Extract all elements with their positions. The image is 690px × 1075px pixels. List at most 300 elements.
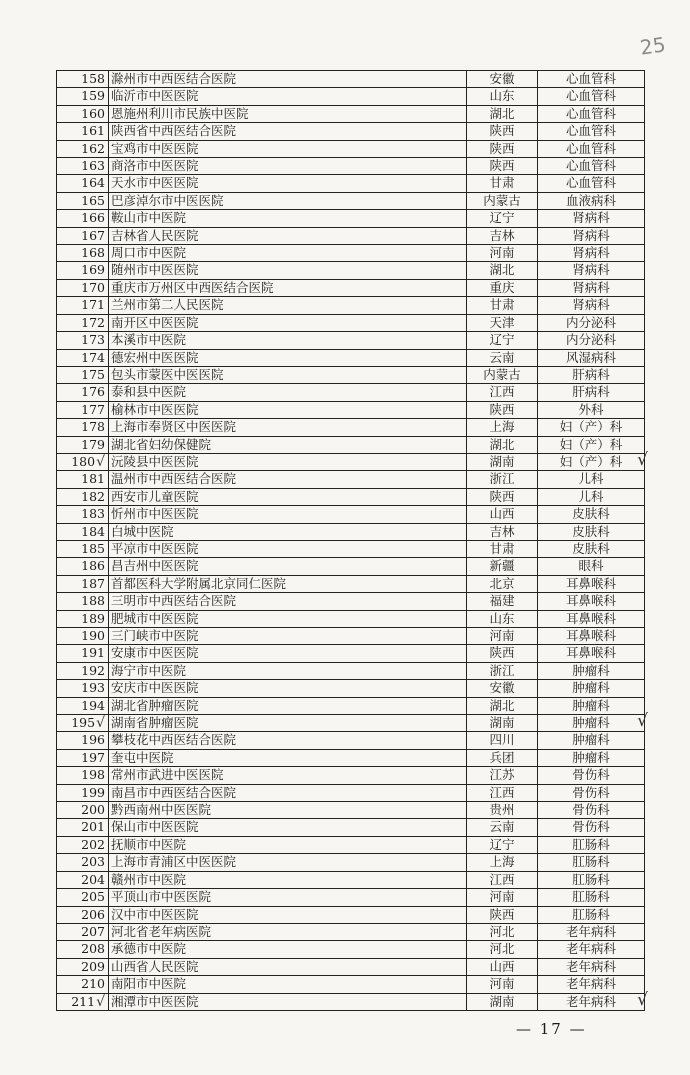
hospital-name-cell: 天水市中医医院 xyxy=(109,175,467,192)
table-row xyxy=(57,993,645,1010)
row-number-cell xyxy=(57,697,109,714)
table-row xyxy=(57,802,645,819)
row-number-cell xyxy=(57,314,109,331)
hospital-name-cell: 南阳市中医院 xyxy=(109,976,467,993)
hospital-name-cell: 安庆市中医医院 xyxy=(109,680,467,697)
hospital-name-cell: 汉中市中医医院 xyxy=(109,906,467,923)
department-label: 老年病科 xyxy=(565,976,616,992)
row-number: 165 xyxy=(81,192,105,208)
department-cell xyxy=(538,471,645,488)
province-cell: 天津 xyxy=(467,314,538,331)
hospital-name-cell: 肥城市中医医院 xyxy=(109,610,467,627)
department-label: 内分泌科 xyxy=(565,332,616,348)
row-number-cell xyxy=(57,227,109,244)
row-number-cell xyxy=(57,192,109,209)
table-row xyxy=(57,767,645,784)
hospital-name-cell: 上海市奉贤区中医医院 xyxy=(109,419,467,436)
department-cell xyxy=(538,767,645,784)
province-cell: 甘肃 xyxy=(467,175,538,192)
department-cell xyxy=(538,628,645,645)
department-label: 皮肤科 xyxy=(572,523,610,539)
row-number: 181 xyxy=(81,471,105,487)
row-number-cell xyxy=(57,819,109,836)
department-label: 肿瘤科 xyxy=(572,680,610,696)
row-number-cell xyxy=(57,419,109,436)
table-row xyxy=(57,575,645,592)
row-number: 170 xyxy=(81,279,105,295)
row-number: 199 xyxy=(81,784,105,800)
hospital-name-cell: 本溪市中医院 xyxy=(109,332,467,349)
row-number: 168 xyxy=(81,245,105,261)
province-cell: 湖北 xyxy=(467,436,538,453)
hospital-name-cell: 抚顺市中医院 xyxy=(109,836,467,853)
province-cell: 山西 xyxy=(467,958,538,975)
row-number: 179 xyxy=(81,436,105,452)
department-cell xyxy=(538,976,645,993)
table-row xyxy=(57,958,645,975)
hospital-list-table xyxy=(56,70,648,1011)
department-label: 妇（产）科 xyxy=(559,436,623,452)
row-number: 206 xyxy=(81,906,105,922)
department-label: 心血管科 xyxy=(565,123,616,139)
row-number-cell xyxy=(57,784,109,801)
table-row xyxy=(57,662,645,679)
row-number-cell xyxy=(57,123,109,140)
row-number-cell xyxy=(57,628,109,645)
row-number-cell xyxy=(57,871,109,888)
row-number: 196 xyxy=(81,732,105,748)
department-label: 妇（产）科 xyxy=(559,453,623,469)
row-number-cell xyxy=(57,506,109,523)
department-cell xyxy=(538,175,645,192)
department-cell xyxy=(538,210,645,227)
province-cell: 江苏 xyxy=(467,767,538,784)
hospital-name-cell: 吉林省人民医院 xyxy=(109,227,467,244)
table-row xyxy=(57,854,645,871)
row-number-cell xyxy=(57,749,109,766)
row-number-cell xyxy=(57,958,109,975)
table-row xyxy=(57,784,645,801)
department-cell xyxy=(538,819,645,836)
table-row xyxy=(57,227,645,244)
hospital-name-cell: 白城中医院 xyxy=(109,523,467,540)
department-cell xyxy=(538,558,645,575)
table-row xyxy=(57,645,645,662)
department-cell xyxy=(538,384,645,401)
row-number: 200 xyxy=(81,802,105,818)
table-row xyxy=(57,140,645,157)
row-number: 211 xyxy=(71,993,96,1009)
department-cell xyxy=(538,802,645,819)
department-label: 骨伤科 xyxy=(572,802,610,818)
department-cell xyxy=(538,923,645,940)
province-cell: 贵州 xyxy=(467,802,538,819)
province-cell: 云南 xyxy=(467,349,538,366)
department-label: 儿科 xyxy=(578,471,604,487)
row-number-cell xyxy=(57,245,109,262)
table-row xyxy=(57,488,645,505)
row-number: 176 xyxy=(81,384,105,400)
row-number-cell xyxy=(57,610,109,627)
row-number-cell xyxy=(57,384,109,401)
department-label: 肛肠科 xyxy=(572,871,610,887)
province-cell: 河南 xyxy=(467,628,538,645)
row-number: 202 xyxy=(81,836,105,852)
row-number: 173 xyxy=(81,332,105,348)
row-number-cell xyxy=(57,558,109,575)
department-cell xyxy=(538,906,645,923)
row-number-cell xyxy=(57,767,109,784)
hospital-name-cell: 昌吉州中医医院 xyxy=(109,558,467,575)
department-cell xyxy=(538,314,645,331)
row-number: 192 xyxy=(81,662,105,678)
row-number-cell xyxy=(57,540,109,557)
row-number: 188 xyxy=(81,593,105,609)
table-row xyxy=(57,88,645,105)
department-label: 风湿病科 xyxy=(565,349,616,365)
department-label: 耳鼻喉科 xyxy=(565,610,616,626)
row-number-cell xyxy=(57,297,109,314)
row-number-cell xyxy=(57,976,109,993)
hospital-name-cell: 周口市中医院 xyxy=(109,245,467,262)
department-cell xyxy=(538,540,645,557)
table-row xyxy=(57,715,645,732)
department-cell xyxy=(538,366,645,383)
hospital-name-cell: 随州市中医医院 xyxy=(109,262,467,279)
row-number: 167 xyxy=(81,227,105,243)
department-label: 肿瘤科 xyxy=(572,715,610,731)
row-number: 183 xyxy=(81,506,105,522)
department-cell xyxy=(538,941,645,958)
department-cell xyxy=(538,610,645,627)
row-number: 161 xyxy=(81,123,105,139)
department-label: 肝病科 xyxy=(572,366,610,382)
table-row xyxy=(57,628,645,645)
department-label: 耳鼻喉科 xyxy=(565,628,616,643)
department-label: 肿瘤科 xyxy=(572,749,610,765)
hospital-name-cell: 首都医科大学附属北京同仁医院 xyxy=(109,575,467,592)
row-number-cell xyxy=(57,488,109,505)
row-number: 189 xyxy=(81,610,105,626)
department-label: 心血管科 xyxy=(565,175,616,191)
department-cell xyxy=(538,854,645,871)
department-label: 眼科 xyxy=(578,558,604,574)
province-cell: 河北 xyxy=(467,941,538,958)
hospital-name-cell: 赣州市中医院 xyxy=(109,871,467,888)
hospital-name-cell: 重庆市万州区中西医结合医院 xyxy=(109,279,467,296)
department-label: 耳鼻喉科 xyxy=(565,575,616,591)
table-row xyxy=(57,314,645,331)
row-number: 177 xyxy=(81,401,105,417)
department-cell xyxy=(538,645,645,662)
row-number-cell xyxy=(57,105,109,122)
row-number-cell xyxy=(57,175,109,192)
department-label: 心血管科 xyxy=(565,71,616,86)
row-number-cell xyxy=(57,941,109,958)
row-number-cell xyxy=(57,279,109,296)
department-label: 肿瘤科 xyxy=(572,697,610,713)
province-cell: 重庆 xyxy=(467,279,538,296)
row-number: 194 xyxy=(81,697,105,713)
row-number-cell xyxy=(57,993,109,1010)
hospital-name-cell: 湖北省妇幼保健院 xyxy=(109,436,467,453)
department-label: 老年病科 xyxy=(565,923,616,939)
row-number: 169 xyxy=(81,262,105,278)
department-label: 心血管科 xyxy=(565,88,616,104)
hospital-name-cell: 承德市中医院 xyxy=(109,941,467,958)
department-cell xyxy=(538,871,645,888)
province-cell: 云南 xyxy=(467,819,538,836)
row-number-cell xyxy=(57,680,109,697)
row-number: 193 xyxy=(81,680,105,696)
department-label: 肾病科 xyxy=(572,262,610,278)
province-cell: 江西 xyxy=(467,871,538,888)
row-number-cell xyxy=(57,923,109,940)
department-label: 肿瘤科 xyxy=(572,732,610,748)
hospital-name-cell: 三门峡市中医院 xyxy=(109,628,467,645)
hospital-name-cell: 山西省人民医院 xyxy=(109,958,467,975)
hospital-name-cell: 常州市武进中医医院 xyxy=(109,767,467,784)
row-number: 203 xyxy=(81,854,105,870)
department-label: 皮肤科 xyxy=(572,506,610,522)
province-cell: 吉林 xyxy=(467,523,538,540)
department-cell xyxy=(538,575,645,592)
department-cell xyxy=(538,140,645,157)
hospital-name-cell: 宝鸡市中医医院 xyxy=(109,140,467,157)
hospital-name-cell: 兰州市第二人民医院 xyxy=(109,297,467,314)
table-row xyxy=(57,871,645,888)
department-label: 肾病科 xyxy=(572,245,610,261)
hospital-name-cell: 南昌市中西医结合医院 xyxy=(109,784,467,801)
row-number-cell xyxy=(57,889,109,906)
table-row xyxy=(57,680,645,697)
hospital-name-cell: 湘潭市中医医院 xyxy=(109,993,467,1010)
table-row xyxy=(57,889,645,906)
province-cell: 湖南 xyxy=(467,993,538,1010)
department-label: 肾病科 xyxy=(572,227,610,243)
table-row xyxy=(57,175,645,192)
department-cell xyxy=(538,836,645,853)
table-row xyxy=(57,332,645,349)
department-cell xyxy=(538,245,645,262)
hospital-name-cell: 海宁市中医院 xyxy=(109,662,467,679)
hospital-name-cell: 平顶山市中医医院 xyxy=(109,889,467,906)
row-number: 159 xyxy=(81,88,105,104)
department-label: 妇（产）科 xyxy=(559,419,623,435)
province-cell: 陕西 xyxy=(467,401,538,418)
hospital-name-cell: 南开区中医医院 xyxy=(109,314,467,331)
row-number: 166 xyxy=(81,210,105,226)
department-cell xyxy=(538,332,645,349)
department-label: 耳鼻喉科 xyxy=(565,645,616,661)
table-row xyxy=(57,453,645,470)
department-label: 骨伤科 xyxy=(572,784,610,800)
province-cell: 四川 xyxy=(467,732,538,749)
table-row xyxy=(57,749,645,766)
row-number-cell xyxy=(57,854,109,871)
department-cell xyxy=(538,158,645,175)
department-cell xyxy=(538,349,645,366)
table-row xyxy=(57,297,645,314)
hospital-name-cell: 巴彦淖尔市中医医院 xyxy=(109,192,467,209)
hospital-name-cell: 攀枝花中西医结合医院 xyxy=(109,732,467,749)
department-cell xyxy=(538,262,645,279)
row-number: 180 xyxy=(71,453,96,469)
hospital-name-cell: 西安市儿童医院 xyxy=(109,488,467,505)
handwritten-check-mark: √ xyxy=(637,449,648,470)
row-number: 201 xyxy=(81,819,105,835)
table-row xyxy=(57,436,645,453)
hospital-name-cell: 榆林市中医医院 xyxy=(109,401,467,418)
table-row xyxy=(57,158,645,175)
department-label: 耳鼻喉科 xyxy=(565,593,616,609)
handwritten-corner-note: 25 xyxy=(638,32,667,60)
table-row xyxy=(57,123,645,140)
province-cell: 江西 xyxy=(467,784,538,801)
row-number: 158 xyxy=(81,71,105,86)
row-number-cell xyxy=(57,436,109,453)
row-number: 208 xyxy=(81,941,105,957)
province-cell: 河北 xyxy=(467,923,538,940)
row-number: 162 xyxy=(81,140,105,156)
table-row xyxy=(57,906,645,923)
department-cell xyxy=(538,419,645,436)
province-cell: 浙江 xyxy=(467,662,538,679)
table-row xyxy=(57,471,645,488)
row-number: 182 xyxy=(81,488,105,504)
department-cell xyxy=(538,297,645,314)
department-cell xyxy=(538,436,645,453)
province-cell: 北京 xyxy=(467,575,538,592)
hospital-name-cell: 滁州市中西医结合医院 xyxy=(109,71,467,88)
department-cell xyxy=(538,192,645,209)
province-cell: 内蒙古 xyxy=(467,192,538,209)
department-cell xyxy=(538,123,645,140)
table-row xyxy=(57,941,645,958)
department-cell xyxy=(538,784,645,801)
province-cell: 辽宁 xyxy=(467,332,538,349)
hospital-name-cell: 黔西南州中医医院 xyxy=(109,802,467,819)
table-body xyxy=(57,71,648,1011)
row-number: 171 xyxy=(81,297,105,313)
province-cell: 陕西 xyxy=(467,123,538,140)
hospital-name-cell: 安康市中医医院 xyxy=(109,645,467,662)
hospital-name-cell: 上海市青浦区中医医院 xyxy=(109,854,467,871)
row-number: 187 xyxy=(81,575,105,591)
table-row xyxy=(57,523,645,540)
table-row xyxy=(57,384,645,401)
row-number-cell xyxy=(57,71,109,88)
province-cell: 湖北 xyxy=(467,105,538,122)
department-label: 外科 xyxy=(578,401,604,417)
row-number: 210 xyxy=(81,976,105,992)
province-cell: 湖北 xyxy=(467,262,538,279)
department-label: 内分泌科 xyxy=(565,314,616,330)
department-label: 血液病科 xyxy=(565,192,616,208)
hospital-name-cell: 德宏州中医医院 xyxy=(109,349,467,366)
row-number-cell xyxy=(57,140,109,157)
row-number-cell xyxy=(57,453,109,470)
page-number: — 17 — xyxy=(516,1020,587,1038)
province-cell: 山东 xyxy=(467,88,538,105)
department-cell xyxy=(538,401,645,418)
handwritten-check-mark: √ xyxy=(96,993,105,1010)
table-row xyxy=(57,366,645,383)
department-label: 肛肠科 xyxy=(572,906,610,922)
row-number: 172 xyxy=(81,314,105,330)
handwritten-check-mark: √ xyxy=(637,989,648,1010)
row-number-cell xyxy=(57,523,109,540)
department-label: 骨伤科 xyxy=(572,767,610,783)
row-number-cell xyxy=(57,575,109,592)
row-number-cell xyxy=(57,802,109,819)
hospital-name-cell: 忻州市中医医院 xyxy=(109,506,467,523)
row-number-cell xyxy=(57,401,109,418)
table-row xyxy=(57,245,645,262)
province-cell: 安徽 xyxy=(467,680,538,697)
province-cell: 新疆 xyxy=(467,558,538,575)
table-row xyxy=(57,697,645,714)
province-cell: 陕西 xyxy=(467,140,538,157)
row-number: 209 xyxy=(81,958,105,974)
hospital-name-cell: 恩施州利川市民族中医院 xyxy=(109,105,467,122)
row-number: 205 xyxy=(81,889,105,905)
department-label: 心血管科 xyxy=(565,105,616,121)
department-cell xyxy=(538,662,645,679)
hospital-name-cell: 温州市中西医结合医院 xyxy=(109,471,467,488)
province-cell: 湖南 xyxy=(467,715,538,732)
row-number: 184 xyxy=(81,523,105,539)
hospital-name-cell: 陕西省中西医结合医院 xyxy=(109,123,467,140)
table-row xyxy=(57,262,645,279)
province-cell: 陕西 xyxy=(467,488,538,505)
department-label: 肾病科 xyxy=(572,210,610,226)
row-number-cell xyxy=(57,732,109,749)
province-cell: 河南 xyxy=(467,245,538,262)
department-label: 心血管科 xyxy=(565,140,616,156)
province-cell: 福建 xyxy=(467,593,538,610)
row-number-cell xyxy=(57,471,109,488)
row-number-cell xyxy=(57,715,109,732)
row-number-cell xyxy=(57,88,109,105)
hospital-name-cell: 湖北省肿瘤医院 xyxy=(109,697,467,714)
table-row xyxy=(57,923,645,940)
department-cell xyxy=(538,711,648,732)
table-row xyxy=(57,210,645,227)
hospital-name-cell: 泰和县中医院 xyxy=(109,384,467,401)
row-number-cell xyxy=(57,645,109,662)
table-row xyxy=(57,819,645,836)
table-row xyxy=(57,279,645,296)
row-number-cell xyxy=(57,836,109,853)
table-row xyxy=(57,506,645,523)
department-cell xyxy=(538,523,645,540)
department-cell xyxy=(538,989,648,1010)
department-label: 骨伤科 xyxy=(572,819,610,835)
row-number-cell xyxy=(57,332,109,349)
hospital-name-cell: 保山市中医医院 xyxy=(109,819,467,836)
row-number-cell xyxy=(57,906,109,923)
department-cell xyxy=(538,593,645,610)
table-row xyxy=(57,349,645,366)
department-label: 儿科 xyxy=(578,488,604,504)
department-label: 肛肠科 xyxy=(572,889,610,905)
table-row xyxy=(57,192,645,209)
row-number-cell xyxy=(57,262,109,279)
row-number: 160 xyxy=(81,105,105,121)
department-cell xyxy=(538,88,645,105)
province-cell: 辽宁 xyxy=(467,210,538,227)
